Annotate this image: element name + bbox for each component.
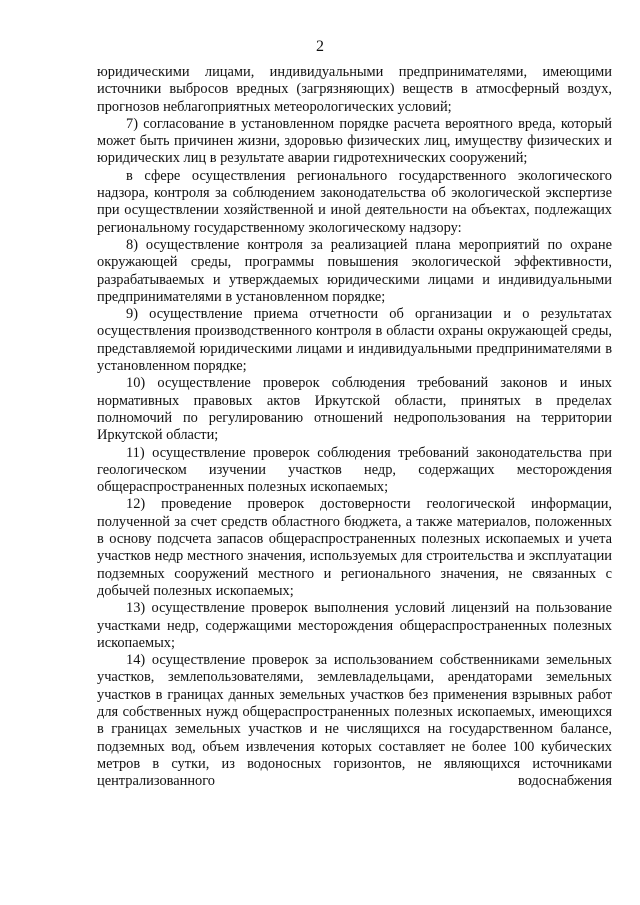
paragraph-item-10: 10) осуществление проверок соблюдения требований законов и иных нормативных правовых актов Иркутской области, принятых в пределах полномочий по регулированию отношений недропользования на территории Иркутской области; (97, 375, 612, 444)
paragraph-item-12: 12) проведение проверок достоверности геологической информации, полученной за счет средств областного бюджета, а также материалов, положенных в основу подсчета запасов общераспространенных полезных ископаемых и учета участков недр местного значения, используемых для строительства и эксплуатации подземных сооружений местного и регионального значения, не связанных с добычей полезных ископаемых; (97, 496, 612, 599)
paragraph-item-9: 9) осуществление приема отчетности об организации и о результатах осуществления производственного контроля в области охраны окружающей среды, представляемой юридическими лицами и индивидуальными предпринимателями в установленном порядке; (97, 306, 612, 375)
paragraph-item-11: 11) осуществление проверок соблюдения требований законодательства при геологическом изучении участков недр, содержащих месторождения общераспространенных полезных ископаемых; (97, 444, 612, 496)
paragraph-item-8: 8) осуществление контроля за реализацией плана мероприятий по охране окружающей среды, программы повышения экологической эффективности, разрабатываемых и утверждаемых юридическими лицами и индивидуальными предпринимателями в установленном порядке; (97, 236, 612, 305)
page-number: 2 (316, 38, 324, 55)
paragraph-item-13: 13) осуществление проверок выполнения условий лицензий на пользование участками недр, содержащими месторождения общераспространенных полезных ископаемых; (97, 600, 612, 651)
paragraph-item-14: 14) осуществление проверок за использованием собственниками земельных участков, землепользователями, землевладельцами, арендаторами земельных участков в границах данных земельных участков без применения взрывных работ для собственных нужд общераспространенных полезных ископаемых, имеющихся в границах земельных участков и не числящихся на государственном балансе, подземных вод, объем извлечения которых составляет не более 100 кубических метров в сутки, из водоносных горизонтов, не являющихся источниками централизованного водоснабжения (97, 652, 612, 790)
paragraph-item-7: 7) согласование в установленном порядке расчета вероятного вреда, который может быть причинен жизни, здоровью физических лиц, имуществу физических и юридических лиц в результате аварии гидротехнических сооружений; (97, 115, 612, 167)
document-body (97, 64, 612, 790)
paragraph-continuation: юридическими лицами, индивидуальными предпринимателями, имеющими источники выбросов вредных (загрязняющих) веществ в атмосферный воздух, прогнозов неблагоприятных метеорологических условий; (97, 64, 612, 115)
paragraph-section-heading: в сфере осуществления регионального государственного экологического надзора, контроля за соблюдением законодательства об экологической экспертизе при осуществлении хозяйственной и иной деятельности на объектах, подлежащих региональному государственному экологическому надзору: (97, 167, 612, 236)
